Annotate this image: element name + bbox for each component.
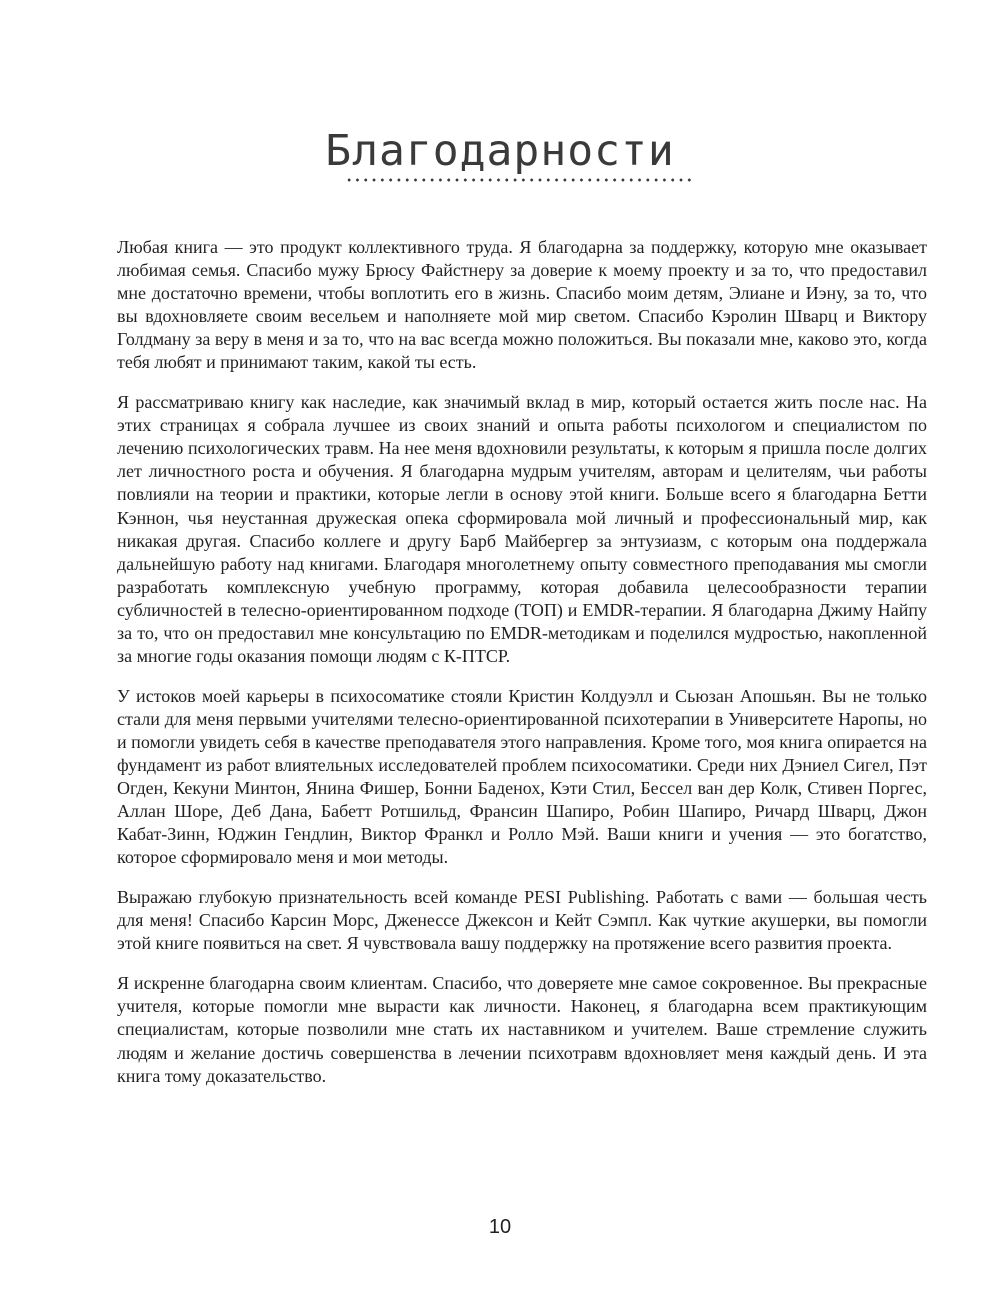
page-number: 10 (488, 1216, 512, 1238)
paragraph-clients: Я искренне благодарна своим клиентам. Спасибо, что доверяете мне самое сокровенное. Вы прекрасные учителя, которые помогли мне вырасти как личности. Наконец, я благодарна всем практикующим специалистам, которые позволили мне стать их наставником и учителем. Ваше стремление служить людям и желание достичь совершенства в лечении психотравм вдохновляет меня каждый день. И эта книга тому доказательство. (117, 973, 927, 1086)
paragraph-legacy: Я рассматриваю книгу как наследие, как значимый вклад в мир, который остается жить после нас. На этих страницах я собрала лучшее из своих знаний и опыта работы психологом и специалистом по лечению психологических травм. На нее меня вдохновили результаты, к которым я пришла после долгих лет личностного роста и обучения. Я благодарна мудрым учителям, авторам и целителям, чьи работы повлияли на теории и практики, которые легли в основу этой книги. Больше всего я благодарна Бетти Кэннон, чья неустанная дружеская опека сформировала мой личный и профессиональный мир, как никакая другая. Спасибо коллеге и другу Барб Майбергер за энтузиазм, с которым она поддержала дальнейшую работу над книгами. Благодаря многолетнему опыту совместного преподавания мы смогли разработать комплексную учебную программу, которая добавила целесообразности терапии субличностей в телесно-ориентированном подходе (ТОП) и EMDR-терапии. Я благодарна Джиму Найпу за то, что он предоставил мне консультацию по EMDR-методикам и поделился мудростью, накопленной за многие годы оказания помощи людям с К-ПТСР. (117, 392, 927, 666)
acknowledgements-text (117, 236, 927, 1105)
paragraph-publisher: Выражаю глубокую признательность всей команде PESI Publishing. Работать с вами — большая честь для меня! Спасибо Карсин Морс, Дженессе Джексон и Кейт Сэмпл. Как чуткие акушерки, вы помогли этой книге появиться на свет. Я чувствовала вашу поддержку на протяжение всего развития проекта. (117, 887, 927, 954)
paragraph-career: У истоков моей карьеры в психосоматике стояли Кристин Колдуэлл и Сьюзан Апошьян. Вы не только стали для меня первыми учителями телесно-ориентированной психотерапии в Университете Наропы, но и помогли увидеть себя в качестве преподавателя этого направления. Кроме того, моя книга опирается на фундамент из работ влиятельных исследователей проблем психосоматики. Среди них Дэниел Сигел, Пэт Огден, Кекуни Минтон, Янина Фишер, Бонни Баденох, Кэти Стил, Бессел ван дер Колк, Стивен Поргес, Аллан Шоре, Деб Дана, Бабетт Ротшильд, Франсин Шапиро, Робин Шапиро, Ричард Шварц, Джон Кабат-Зинн, Юджин Гендлин, Виктор Франкл и Ролло Мэй. Ваши книги и учения — это богатство, которое сформировало меня и мои методы. (117, 685, 927, 868)
paragraph-family: Любая книга — это продукт коллективного труда. Я благодарна за поддержку, которую мне оказывает любимая семья. Спасибо мужу Брюсу Файстнеру за доверие к моему проекту и за то, что предоставил мне достаточно времени, чтобы воплотить его в жизнь. Спасибо моим детям, Элиане и Иэну, за то, что вы вдохновляете своим весельем и наполняете мой мир светом. Спасибо Кэролин Шварц и Виктору Голдману за веру в меня и за то, что на вас всегда можно положиться. Вы показали мне, каково это, когда тебя любят и принимают таким, какой ты есть. (117, 237, 927, 373)
page-title: Благодарности (325, 126, 675, 176)
title-dotted-underline (345, 176, 693, 184)
